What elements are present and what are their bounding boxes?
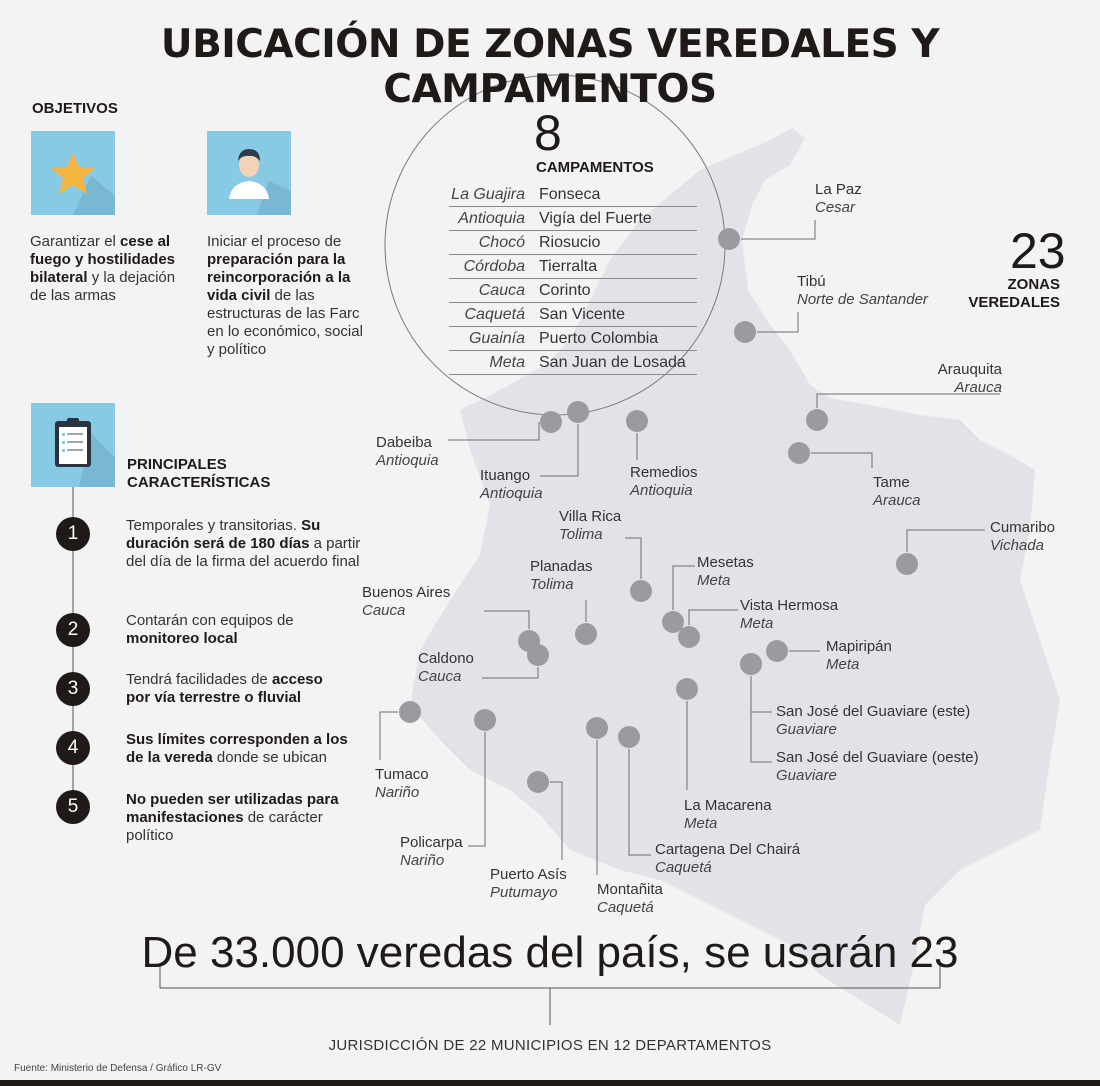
camp-dept: Córdoba [463, 258, 525, 275]
map-label-name: Planadas [530, 558, 593, 575]
camp-municipality: Puerto Colombia [539, 330, 659, 347]
text-segment: acceso por vía terrestre o fluvial [126, 671, 323, 706]
map-label-dept: Norte de Santander [797, 291, 928, 308]
map-label-dept: Meta [740, 615, 774, 632]
camp-dept: Chocó [478, 234, 525, 251]
map-label-dept: Arauca [873, 492, 921, 509]
headline: De 33.000 veredas del país, se usarán 23 [141, 928, 959, 977]
map-label-dept: Tolima [530, 576, 574, 593]
leader-line [380, 712, 398, 760]
text-segment: monitoreo local [126, 630, 238, 647]
map-label-name: Villa Rica [559, 508, 622, 525]
map-label-dept: Caquetá [655, 859, 712, 876]
feature-number-3: 3 [56, 672, 90, 706]
map-label-dept: Caquetá [597, 899, 654, 916]
camps-label: CAMPAMENTOS [536, 159, 654, 176]
location-marker [678, 626, 700, 648]
feature-number-2: 2 [56, 613, 90, 647]
map-label [873, 474, 921, 510]
location-marker [662, 611, 684, 633]
camp-municipality: Corinto [539, 282, 591, 299]
leader-line [741, 220, 815, 239]
camp-dept: Guainía [468, 330, 525, 347]
feature-number-1: 1 [56, 517, 90, 551]
map-label [990, 519, 1055, 555]
feature-text-4 [126, 731, 361, 767]
map-label-dept: Nariño [375, 784, 420, 801]
feature-number-4: 4 [56, 731, 90, 765]
location-marker [630, 580, 652, 602]
map-label-dept: Guaviare [776, 767, 837, 784]
map-label-name: Cartagena Del Chairá [655, 841, 801, 858]
text-segment: Garantizar el [30, 233, 121, 250]
location-marker [740, 653, 762, 675]
text-segment: Iniciar el proceso de [207, 233, 342, 250]
location-marker [618, 726, 640, 748]
map-label [597, 881, 663, 917]
map-label-name: San José del Guaviare (oeste) [776, 749, 979, 766]
text-segment: Contarán con equipos de [126, 612, 294, 629]
location-marker [676, 678, 698, 700]
map-label-name: Tame [873, 474, 910, 491]
map-label [776, 749, 979, 785]
location-marker [896, 553, 918, 575]
map-label-dept: Cauca [418, 668, 462, 685]
camp-municipality: San Juan de Losada [539, 354, 686, 371]
camp-row [449, 231, 697, 255]
map-label [815, 181, 862, 217]
location-marker [788, 442, 810, 464]
camp-municipality: Vigía del Fuerte [539, 210, 652, 227]
camp-row [449, 351, 697, 375]
text-segment: de las estructuras de las Farc en lo económico, social y político [207, 287, 363, 358]
map-label-name: Caldono [418, 650, 474, 667]
camp-dept: La Guajira [451, 186, 525, 203]
objective-text-1 [30, 233, 190, 305]
camp-dept: Antioquia [458, 210, 525, 227]
zones-label [960, 276, 1060, 312]
camp-row [449, 327, 697, 351]
map-label-dept: Antioquia [480, 485, 543, 502]
camp-municipality: Riosucio [539, 234, 601, 251]
camp-row [449, 207, 697, 231]
map-label-name: Ituango [480, 467, 531, 484]
map-label-dept: Antioquia [376, 452, 439, 469]
map-label-dept: Meta [697, 572, 731, 589]
map-label [797, 273, 928, 309]
map-label-name: Tibú [797, 273, 826, 290]
camp-dept: Meta [489, 354, 525, 371]
map-label-dept: Meta [826, 656, 860, 673]
map-label-dept: Cauca [362, 602, 406, 619]
camp-dept: Caquetá [464, 306, 525, 323]
objective-text-2 [207, 233, 372, 359]
text-segment: Temporales y transitorias. [126, 517, 302, 534]
map-label [375, 766, 429, 802]
camp-row [449, 255, 697, 279]
camp-row [449, 183, 697, 207]
camp-dept: Cauca [478, 282, 525, 299]
map-label-name: Mapiripán [826, 638, 892, 655]
map-label-dept: Vichada [990, 537, 1044, 554]
map-label-dept: Guaviare [776, 721, 837, 738]
camp-municipality: San Vicente [539, 306, 625, 323]
map-label-name: Policarpa [400, 834, 463, 851]
location-marker [734, 321, 756, 343]
location-marker [626, 410, 648, 432]
map-label [655, 841, 800, 877]
bottom-bar [0, 1080, 1100, 1086]
camp-row [449, 279, 697, 303]
camp-municipality: Fonseca [539, 186, 601, 203]
map-label [938, 361, 1002, 397]
map-label-name: Montañita [597, 881, 663, 898]
feature-text-3 [126, 671, 346, 707]
objectives-heading: OBJETIVOS [32, 100, 118, 117]
location-marker [575, 623, 597, 645]
map-label-dept: Arauca [954, 379, 1002, 396]
text-segment: Su duración será de 180 días [126, 517, 321, 552]
map-label [684, 797, 772, 833]
location-marker [586, 717, 608, 739]
map-label [400, 834, 463, 870]
location-marker [527, 644, 549, 666]
map-label-name: Tumaco [375, 766, 429, 783]
text-segment: preparación para la reincorporación a la vida civil [207, 251, 351, 304]
map-label [740, 597, 838, 633]
map-label-name: Remedios [630, 464, 698, 481]
page-title: UBICACIÓN DE ZONAS VEREDALES Y CAMPAMENTOS [160, 22, 940, 112]
source-note: Fuente: Ministerio de Defensa / Gráfico LR-GV [14, 1063, 222, 1074]
person-icon [207, 131, 291, 215]
map-label-name: Vista Hermosa [740, 597, 839, 614]
map-label-name: Puerto Asís [490, 866, 567, 883]
feature-text-1 [126, 517, 366, 571]
map-label [776, 703, 970, 739]
zones-label-line1: ZONAS [1007, 276, 1060, 293]
location-marker [399, 701, 421, 723]
camp-row [449, 303, 697, 327]
map-label-dept: Putumayo [490, 884, 558, 901]
text-segment: a partir del día de la firma del acuerdo final [126, 535, 361, 570]
map-label-name: Buenos Aires [362, 584, 451, 601]
map-label [418, 650, 474, 686]
feature-text-2 [126, 612, 296, 648]
features-heading: PRINCIPALES CARACTERÍSTICAS [127, 456, 271, 491]
zones-count: 23 [1010, 223, 1066, 279]
clipboard-icon [31, 403, 115, 487]
map-label [376, 434, 439, 470]
map-label [630, 464, 698, 500]
text-segment: No pueden ser utilizadas para manifestaciones [126, 791, 339, 826]
jurisdiction-note: JURISDICCIÓN DE 22 MUNICIPIOS EN 12 DEPARTAMENTOS [328, 1037, 772, 1054]
location-marker [567, 401, 589, 423]
map-label [480, 467, 543, 503]
location-marker [527, 771, 549, 793]
map-label-dept: Cesar [815, 199, 856, 216]
map-label-name: Dabeiba [376, 434, 432, 451]
map-label-name: San José del Guaviare (este) [776, 703, 971, 720]
camp-municipality: Tierralta [539, 258, 598, 275]
text-segment: cese al fuego y hostilidades bilateral [30, 233, 176, 286]
map-label-name: La Macarena [684, 797, 772, 814]
map-label [697, 554, 754, 590]
map-label [490, 866, 567, 902]
text-segment: y la dejación de las armas [30, 269, 176, 304]
location-marker [806, 409, 828, 431]
feature-text-5 [126, 791, 361, 845]
text-segment: de carácter político [126, 809, 323, 844]
location-marker [474, 709, 496, 731]
map-label [362, 584, 450, 620]
map-label [530, 558, 593, 594]
map-label-dept: Antioquia [630, 482, 693, 499]
star-icon [31, 131, 115, 215]
location-marker [766, 640, 788, 662]
location-marker [540, 411, 562, 433]
map-label-name: La Paz [815, 181, 862, 198]
feature-number-5: 5 [56, 790, 90, 824]
location-marker [718, 228, 740, 250]
camps-count: 8 [534, 105, 562, 161]
map-label-name: Mesetas [697, 554, 754, 571]
map-label-dept: Meta [684, 815, 718, 832]
map-label [826, 638, 892, 674]
text-segment: Sus límites corresponden a los de la vereda [126, 731, 348, 766]
map-label-dept: Tolima [559, 526, 603, 543]
zones-label-line2: VEREDALES [968, 294, 1060, 311]
text-segment: Tendrá facilidades de [126, 671, 272, 688]
map-label-name: Cumaribo [990, 519, 1056, 536]
map-label-name: Arauquita [937, 361, 1002, 378]
map-label [559, 508, 621, 544]
map-label-dept: Nariño [400, 852, 445, 869]
text-segment: donde se ubican [212, 749, 327, 766]
